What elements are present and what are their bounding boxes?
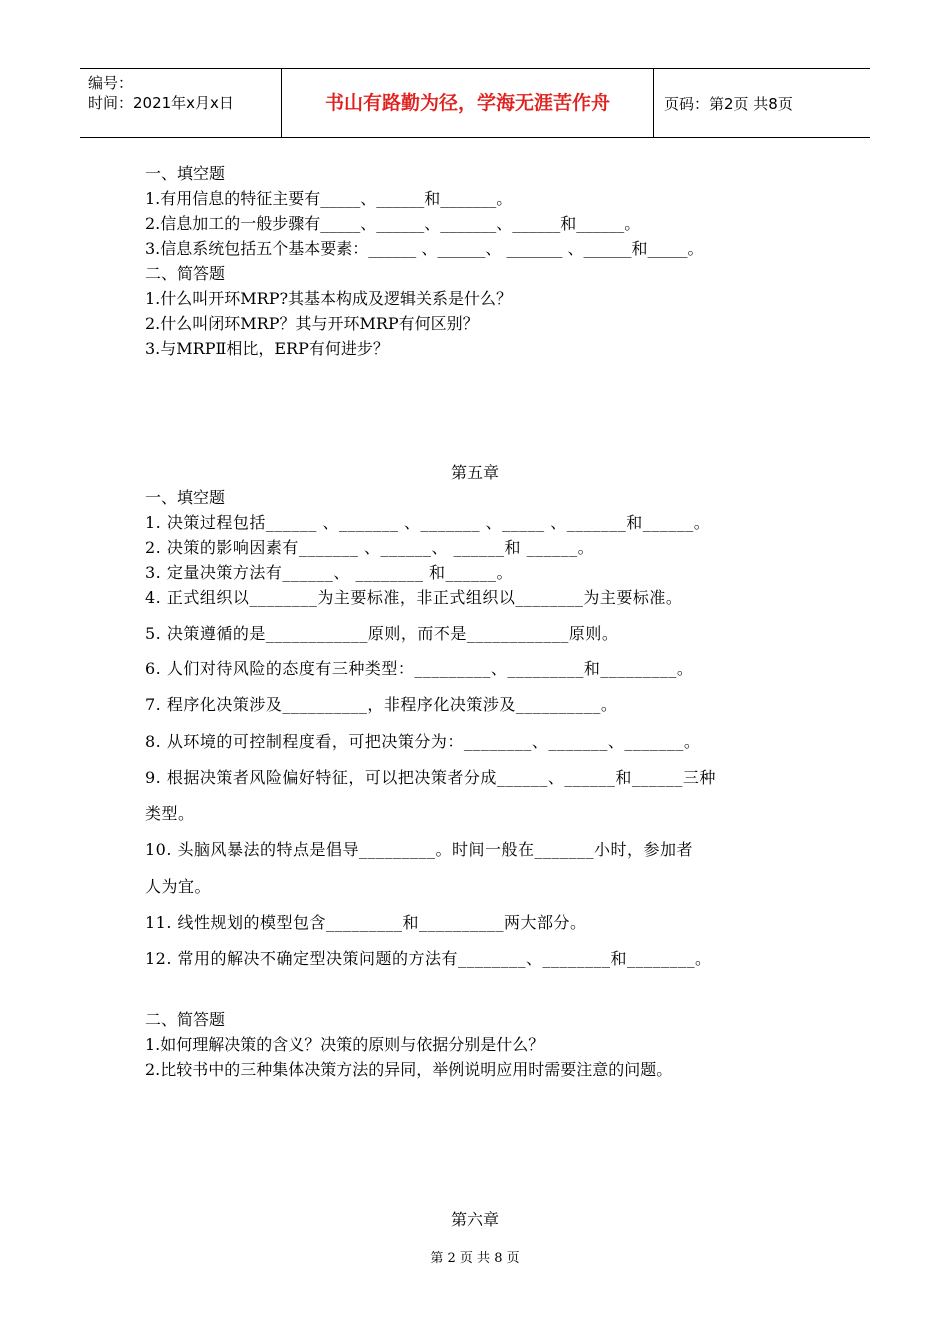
question-line: 2.信息加工的一般步骤有_____、______、_______、______和______。 bbox=[145, 214, 641, 233]
document-date-label: 时间：2021年x月x日 bbox=[88, 94, 234, 112]
document-number-label: 编号： bbox=[88, 74, 134, 92]
section-heading-short: 二、简答题 bbox=[145, 1010, 226, 1029]
question-line: 2. 决策的影响因素有_______ 、______、 ______和 ______。 bbox=[145, 538, 595, 557]
question-line: 4. 正式组织以________为主要标准，非正式组织以________为主要标准。 bbox=[145, 588, 683, 607]
header-motto: 书山有路勤为径，学海无涯苦作舟 bbox=[282, 69, 654, 137]
question-line: 1.有用信息的特征主要有_____、______和_______。 bbox=[145, 189, 513, 208]
question-line: 9. 根据决策者风险偏好特征，可以把决策者分成______、______和______三种 bbox=[145, 768, 716, 787]
question-line: 1.如何理解决策的含义？决策的原则与依据分别是什么？ bbox=[145, 1035, 545, 1054]
question-line: 11. 线性规划的模型包含_________和__________两大部分。 bbox=[145, 913, 587, 932]
question-line: 7. 程序化决策涉及__________，非程序化决策涉及__________。 bbox=[145, 695, 618, 714]
header-page-label: 页码：第2页 共8页 bbox=[664, 95, 793, 113]
question-line: 6. 人们对待风险的态度有三种类型：_________、_________和_________。 bbox=[145, 659, 694, 678]
section-heading-short: 二、简答题 bbox=[145, 264, 226, 283]
question-line: 1. 决策过程包括______ 、_______ 、_______ 、_____ 、_______和______。 bbox=[145, 513, 711, 532]
question-line: 3. 定量决策方法有______、 ________ 和______。 bbox=[145, 563, 514, 582]
chapter-title: 第六章 bbox=[450, 1210, 499, 1229]
question-line: 1.什么叫开环MRP?其基本构成及逻辑关系是什么？ bbox=[145, 289, 513, 308]
header-meta-cell bbox=[80, 69, 282, 137]
section-heading-fill: 一、填空题 bbox=[145, 488, 226, 507]
question-line: 2.比较书中的三种集体决策方法的异同，举例说明应用时需要注意的问题。 bbox=[145, 1060, 673, 1079]
page-footer: 第 2 页 共 8 页 bbox=[430, 1251, 520, 1266]
question-line: 2.什么叫闭环MRP？其与开环MRP有何区别？ bbox=[145, 314, 479, 333]
question-line: 10. 头脑风暴法的特点是倡导_________。时间一般在_______小时，参加者 bbox=[145, 840, 694, 859]
header-table bbox=[80, 68, 870, 138]
question-line: 12. 常用的解决不确定型决策问题的方法有________、________和________。 bbox=[145, 949, 712, 968]
question-line-continued: 类型。 bbox=[145, 804, 195, 823]
section-heading-fill: 一、填空题 bbox=[145, 164, 226, 183]
question-line: 3.与MRPⅡ相比，ERP有何进步？ bbox=[145, 339, 389, 358]
question-line-continued: 人为宜。 bbox=[145, 877, 212, 896]
question-line: 3.信息系统包括五个基本要素：______ 、______、 _______ 、______和_____。 bbox=[145, 239, 704, 258]
question-line: 8. 从环境的可控制程度看，可把决策分为：________、_______、_______。 bbox=[145, 732, 701, 751]
question-line: 5. 决策遵循的是____________原则，而不是____________原则。 bbox=[145, 624, 619, 643]
chapter-title: 第五章 bbox=[450, 463, 499, 482]
